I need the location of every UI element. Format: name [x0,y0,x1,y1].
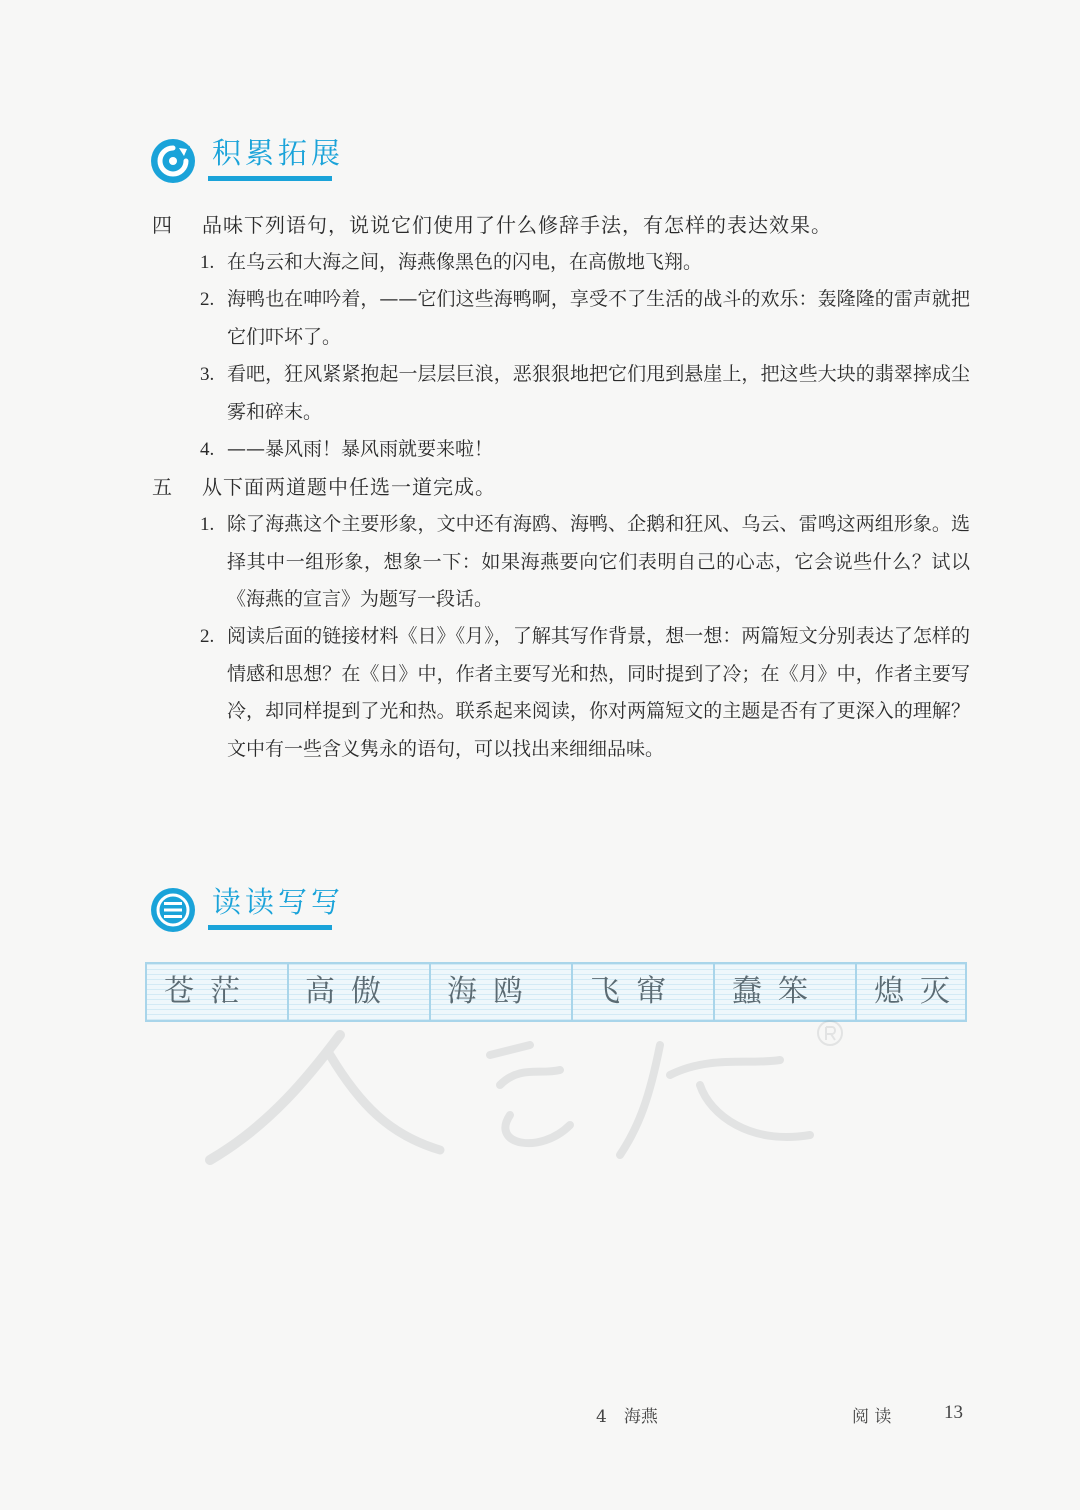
publisher-watermark-logo [190,1015,850,1175]
item-text: ——暴风雨！暴风雨就要来啦！ [227,438,494,460]
question-number: 五 [152,475,173,499]
copybook-char: 窜 [636,974,666,1009]
copybook-char: 笨 [778,974,808,1009]
question-5-item-2 [200,618,970,768]
question-4-item-1 [200,244,970,282]
copybook-char: 蠢 [732,974,762,1009]
question-number: 四 [152,213,173,237]
item-number: 1. [200,252,215,273]
question-4-item-3 [200,356,970,431]
section-title: 读读写写 [212,885,345,919]
copybook-char: 海 [447,974,477,1009]
footer-unit: 阅 读 [852,1407,892,1427]
item-text: 看吧，狂风紧紧抱起一层层巨浪，恶狠狠地把它们甩到悬崖上，把这些大块的翡翠摔成尘雾和碎末。 [227,363,970,423]
grid-divider [571,964,573,1020]
copybook-char: 飞 [590,974,620,1009]
footer-lesson: 4 海燕 [596,1407,658,1427]
section-title: 积累拓展 [212,136,345,170]
question-4-heading [152,207,832,244]
grid-divider [287,964,289,1020]
question-prompt: 品味下列语句，说说它们使用了什么修辞手法，有怎样的表达效果。 [202,213,832,237]
grid-divider [713,964,715,1020]
section-header-read-write [150,887,348,933]
question-4-item-2 [200,281,970,356]
item-number: 4. [200,439,215,460]
grid-divider [855,964,857,1020]
item-text: 阅读后面的链接材料《日》《月》，了解其写作背景，想一想：两篇短文分别表达了怎样的情感和思想？在《日》中，作者主要写光和热，同时提到了冷；在《月》中，作者主要写冷，却同样提到了光和热。联系起来阅读，你对两篇短文的主题是否有了更深入的理解？文中有一些含义隽永的语句，可以找出来细细品味。 [227,625,970,760]
copybook-char: 高 [305,974,335,1009]
item-number: 3. [200,364,215,385]
item-number: 1. [200,514,215,535]
question-4-item-4 [200,431,970,469]
question-prompt: 从下面两道题中任选一道完成。 [202,475,496,499]
copybook-char: 熄 [874,974,904,1009]
page-number: 13 [944,1402,963,1423]
grid-divider [429,964,431,1020]
refresh-arrow-icon [150,138,196,184]
item-text: 在乌云和大海之间，海燕像黑色的闪电，在高傲地飞翔。 [227,251,703,273]
copybook-grid [145,962,967,1022]
question-5-item-1 [200,506,970,619]
item-text: 除了海燕这个主要形象，文中还有海鸥、海鸭、企鹅和狂风、乌云、雷鸣这两组形象。选择其中一组形象，想象一下：如果海燕要向它们表明自己的心志，它会说些什么？试以《海燕的宣言》为题写一段话。 [227,513,970,610]
section-header-accumulate [150,138,348,184]
section-underline [208,925,332,930]
copybook-char: 灭 [920,974,950,1009]
item-number: 2. [200,289,215,310]
item-text: 海鸭也在呻吟着，——它们这些海鸭啊，享受不了生活的战斗的欢乐：轰隆隆的雷声就把它们吓坏了。 [227,288,970,348]
section-underline [208,176,332,181]
item-number: 2. [200,626,215,647]
three-lines-circle-icon [150,887,196,933]
question-5-heading [152,469,496,506]
copybook-char: 鸥 [493,974,523,1009]
copybook-char: 傲 [351,974,381,1009]
copybook-char: 苍 [164,974,194,1009]
copybook-char: 茫 [210,974,240,1009]
